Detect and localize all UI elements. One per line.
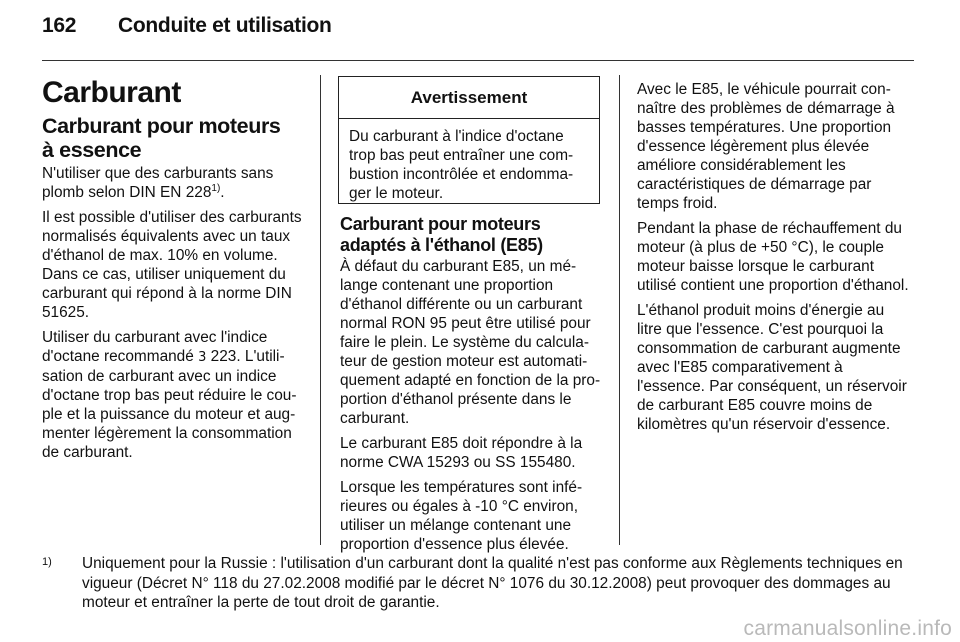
paragraph-e85-cold: Lorsque les températures sont inférieures ou égales à -10 °C environ, utiliser un mélange contenant une proportion d'essence plus élevée. — [340, 479, 583, 553]
column-1 — [42, 76, 306, 468]
header-divider — [42, 60, 914, 61]
paragraph-text: 223. L'utilisation de carburant avec un indice d'octane trop bas peut réduire le couple et la puissance du moteur et augmenter légèrement la consommation de carburant. — [42, 348, 297, 461]
section-title: Carburant — [42, 76, 181, 109]
paragraph-energy-consumption: L'éthanol produit moins d'énergie au litre que l'essence. C'est pourquoi la consommation de carburant augmente avec l'E85 comparativement à l'essence. Par conséquent, un réservoir de carburant E85 couvre moins de kilomètres qu'un réservoir d'essence. — [637, 302, 907, 433]
paragraph-petrol-fuel — [42, 164, 306, 202]
paragraph-warmup-torque: Pendant la phase de réchauffement du moteur (à plus de +50 °C), le couple moteur baisse lorsque le carburant utilisé contient une proportion d'éthanol. — [637, 220, 909, 294]
subsection-title-line-2: à essence — [42, 138, 142, 162]
page-header-title: Conduite et utilisation — [118, 14, 332, 37]
column-divider-left — [320, 75, 321, 545]
warning-heading: Avertissement — [339, 77, 599, 119]
paragraph-cold-start: Avec le E85, le véhicule pourrait connaître des problèmes de démarrage à basses températures. Une proportion d'essence légèrement plus élevée améliore considérablement les caractéristiques de démarrage par temps froid. — [637, 81, 895, 212]
footnote-number: 1) — [42, 556, 52, 568]
watermark: carmanualsonline.info — [743, 617, 952, 640]
footnote-reference[interactable]: 1) — [211, 182, 221, 194]
subsection-title-line-1: Carburant pour moteurs — [42, 114, 281, 138]
e85-heading-line-2: adaptés à l'éthanol (E85) — [340, 235, 543, 255]
column-2 — [340, 214, 606, 560]
paragraph-ethanol-blend: Il est possible d'utiliser des carburants normalisés équivalents avec un taux d'éthanol de max. 10% en volume. Dans ce cas, utiliser uniquement du carburant qui répond à la norme DIN 51625. — [42, 209, 302, 321]
column-3 — [637, 80, 911, 440]
page-reference-arrow-icon[interactable]: 3 — [198, 350, 207, 365]
paragraph-text: Utiliser du carburant avec l'indice d'octane recommandé — [42, 329, 268, 365]
paragraph-e85-adaptation: À défaut du carburant E85, un mélange contenant une proportion d'éthanol différente ou un carburant normal RON 95 peut être utilisé pour faire le plein. Le système du calculateur de gestion moteur est automatiquement adapté en fonction de la proportion d'éthanol présente dans le carburant. — [340, 258, 601, 427]
paragraph-period: . — [220, 184, 225, 201]
warning-box — [338, 76, 600, 204]
footnote-text: Uniquement pour la Russie : l'utilisation d'un carburant dont la qualité n'est pas conforme aux Règlements techniques en vigueur (Décret N° 118 du 27.02.2008 modifié par le décret N° 1076 du 30.12.2008) peut provoquer des dommages au moteur et entraîner la perte de tout droit de garantie. — [82, 555, 903, 611]
paragraph-octane — [42, 328, 306, 462]
paragraph-text: N'utiliser que des carburants sans plomb selon DIN EN 228 — [42, 165, 274, 201]
column-divider-right — [619, 75, 620, 545]
paragraph-e85-standard: Le carburant E85 doit répondre à la norme CWA 15293 ou SS 155480. — [340, 435, 583, 471]
page-number: 162 — [42, 14, 77, 37]
warning-text: Du carburant à l'indice d'octane trop bas peut entraîner une combustion incontrôlée et endommager le moteur. — [349, 128, 574, 202]
e85-heading-line-1: Carburant pour moteurs — [340, 214, 541, 234]
